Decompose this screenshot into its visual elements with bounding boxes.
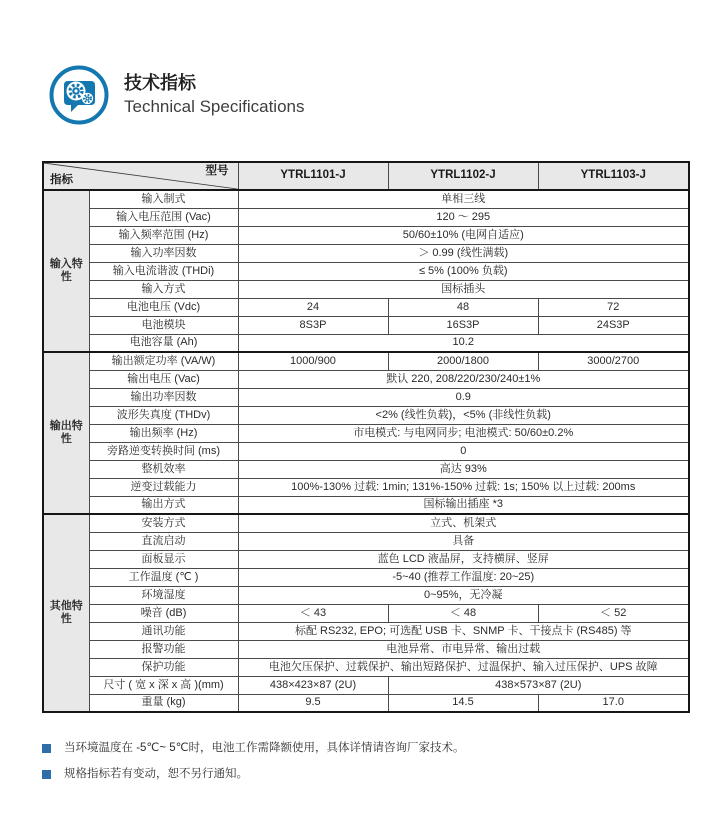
model-header: YTRL1102-J <box>388 162 538 190</box>
spec-value: <2% (线性负载)，<5% (非线性负载) <box>238 406 689 424</box>
spec-label: 环境湿度 <box>89 586 238 604</box>
spec-value: 9.5 <box>238 694 388 712</box>
spec-row <box>43 316 689 334</box>
spec-table-body <box>43 190 689 712</box>
corner-indicator-label: 指标 <box>50 173 73 186</box>
spec-value: 立式、机架式 <box>238 514 689 532</box>
spec-row <box>43 226 689 244</box>
spec-row <box>43 640 689 658</box>
spec-value: 14.5 <box>388 694 538 712</box>
spec-value: ≤ 5% (100% 负载) <box>238 262 689 280</box>
spec-label: 保护功能 <box>89 658 238 676</box>
spec-label: 输入方式 <box>89 280 238 298</box>
spec-label: 输出电压 (Vac) <box>89 370 238 388</box>
spec-row <box>43 460 689 478</box>
spec-value: 3000/2700 <box>538 352 689 370</box>
spec-label: 输入频率范围 (Hz) <box>89 226 238 244</box>
spec-value: -5~40 (推荐工作温度: 20~25) <box>238 568 689 586</box>
spec-value: 电池异常、市电异常、输出过载 <box>238 640 689 658</box>
model-header: YTRL1103-J <box>538 162 689 190</box>
spec-row <box>43 550 689 568</box>
spec-value: 2000/1800 <box>388 352 538 370</box>
footnote-item <box>42 741 682 756</box>
spec-label: 电池容量 (Ah) <box>89 334 238 352</box>
spec-row <box>43 496 689 514</box>
spec-label: 输出频率 (Hz) <box>89 424 238 442</box>
spec-value: 24 <box>238 298 388 316</box>
spec-value: 438×573×87 (2U) <box>388 676 689 694</box>
spec-row <box>43 370 689 388</box>
spec-row <box>43 514 689 532</box>
spec-value: 电池欠压保护、过载保护、输出短路保护、过温保护、输入过压保护、UPS 故障 <box>238 658 689 676</box>
spec-row <box>43 586 689 604</box>
spec-row <box>43 442 689 460</box>
spec-label: 整机效率 <box>89 460 238 478</box>
spec-value: 120 ～ 295 <box>238 208 689 226</box>
spec-label: 输入制式 <box>89 190 238 208</box>
spec-label: 输入电流谐波 (THDi) <box>89 262 238 280</box>
spec-value: 高达 93% <box>238 460 689 478</box>
spec-row <box>43 406 689 424</box>
spec-value: 默认 220, 208/220/230/240±1% <box>238 370 689 388</box>
spec-row <box>43 568 689 586</box>
spec-value: 72 <box>538 298 689 316</box>
spec-value: 单相三线 <box>238 190 689 208</box>
spec-value: ＜ 52 <box>538 604 689 622</box>
spec-row <box>43 388 689 406</box>
spec-row <box>43 604 689 622</box>
spec-row <box>43 676 689 694</box>
spec-value: 50/60±10% (电网自适应) <box>238 226 689 244</box>
spec-value: 市电模式: 与电网同步; 电池模式: 50/60±0.2% <box>238 424 689 442</box>
spec-value: ＞ 0.99 (线性满载) <box>238 244 689 262</box>
group-label: 输出特性 <box>43 352 89 514</box>
model-header: YTRL1101-J <box>238 162 388 190</box>
spec-value: 48 <box>388 298 538 316</box>
spec-label: 波形失真度 (THDv) <box>89 406 238 424</box>
spec-value: 国标插头 <box>238 280 689 298</box>
spec-label: 尺寸 ( 宽 x 深 x 高 )(mm) <box>89 676 238 694</box>
spec-value: 1000/900 <box>238 352 388 370</box>
spec-label: 输入功率因数 <box>89 244 238 262</box>
corner-cell <box>43 162 238 190</box>
hero-header <box>48 64 304 126</box>
spec-label: 输出方式 <box>89 496 238 514</box>
spec-row <box>43 658 689 676</box>
spec-row <box>43 280 689 298</box>
spec-row <box>43 244 689 262</box>
spec-value: 具备 <box>238 532 689 550</box>
spec-row <box>43 694 689 712</box>
spec-value: 10.2 <box>238 334 689 352</box>
footnote-text: 当环境温度在 -5℃~ 5℃时，电池工作需降额使用，具体详情请咨询厂家技术。 <box>64 742 465 754</box>
spec-value: 国标输出插座 *3 <box>238 496 689 514</box>
gear-icon <box>48 64 110 126</box>
spec-label: 直流启动 <box>89 532 238 550</box>
spec-value: 16S3P <box>388 316 538 334</box>
spec-row <box>43 334 689 352</box>
group-label: 输入特性 <box>43 190 89 352</box>
spec-value: 8S3P <box>238 316 388 334</box>
footnote-text: 规格指标若有变动，恕不另行通知。 <box>64 767 248 780</box>
spec-value: 0 <box>238 442 689 460</box>
spec-row <box>43 208 689 226</box>
spec-label: 重量 (kg) <box>89 694 238 712</box>
spec-label: 电池模块 <box>89 316 238 334</box>
corner-model-label: 型号 <box>205 165 229 177</box>
spec-label: 输入电压范围 (Vac) <box>89 208 238 226</box>
footnote-item <box>42 767 682 782</box>
spec-value: ＜ 48 <box>388 604 538 622</box>
spec-label: 输出额定功率 (VA/W) <box>89 352 238 370</box>
spec-value: ＜ 43 <box>238 604 388 622</box>
hero-text <box>124 72 304 119</box>
spec-label: 输出功率因数 <box>89 388 238 406</box>
spec-label: 电池电压 (Vdc) <box>89 298 238 316</box>
spec-row <box>43 190 689 208</box>
spec-table <box>42 161 690 713</box>
spec-value: 标配 RS232, EPO; 可选配 USB 卡、SNMP 卡、干接点卡 (RS485) 等 <box>238 622 689 640</box>
square-bullet-icon <box>42 770 51 779</box>
spec-value: 17.0 <box>538 694 689 712</box>
square-bullet-icon <box>42 744 51 753</box>
spec-label: 旁路逆变转换时间 (ms) <box>89 442 238 460</box>
spec-row <box>43 352 689 370</box>
spec-row <box>43 532 689 550</box>
page-subtitle: Technical Specifications <box>124 97 305 117</box>
spec-label: 工作温度 (℃ ) <box>89 568 238 586</box>
spec-row <box>43 262 689 280</box>
spec-label: 噪音 (dB) <box>89 604 238 622</box>
table-header-row <box>43 162 689 190</box>
spec-value: 0~95%，无冷凝 <box>238 586 689 604</box>
spec-row <box>43 478 689 496</box>
spec-row <box>43 622 689 640</box>
spec-label: 面板显示 <box>89 550 238 568</box>
spec-value: 24S3P <box>538 316 689 334</box>
spec-label: 通讯功能 <box>89 622 238 640</box>
group-label: 其他特性 <box>43 514 89 712</box>
spec-label: 报警功能 <box>89 640 238 658</box>
spec-value: 438×423×87 (2U) <box>238 676 388 694</box>
spec-value: 0.9 <box>238 388 689 406</box>
footnotes <box>42 741 682 793</box>
spec-value: 100%-130% 过载: 1min; 131%-150% 过载: 1s; 150% 以上过载: 200ms <box>238 478 689 496</box>
page-title: 技术指标 <box>124 72 196 93</box>
spec-row <box>43 298 689 316</box>
spec-label: 逆变过载能力 <box>89 478 238 496</box>
spec-label: 安装方式 <box>89 514 238 532</box>
spec-value: 蓝色 LCD 液晶屏，支持横屏、竖屏 <box>238 550 689 568</box>
spec-row <box>43 424 689 442</box>
